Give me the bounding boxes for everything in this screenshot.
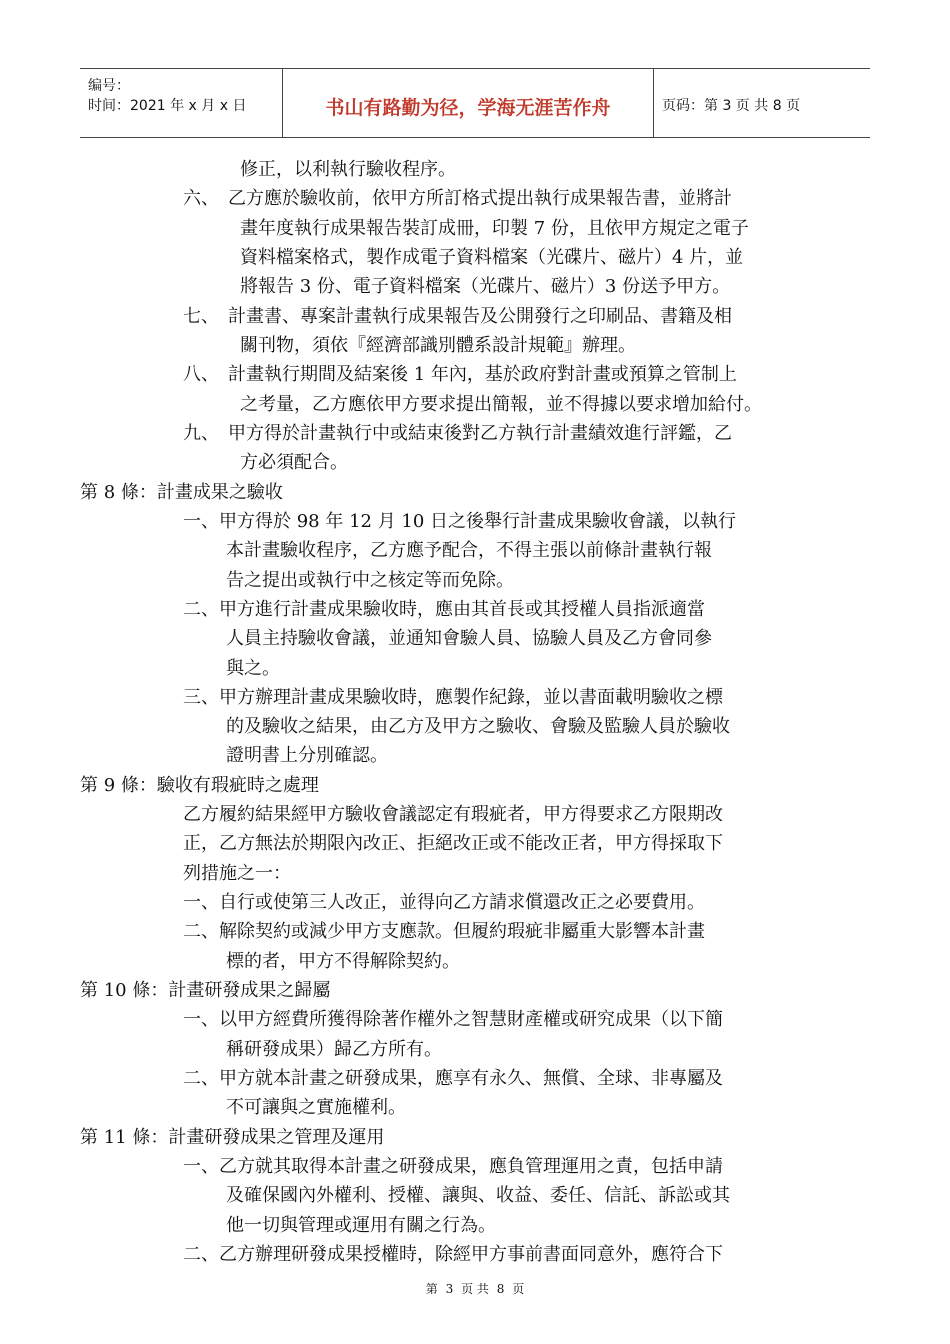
footer-mid: 页 共 [461, 1282, 489, 1296]
text-line: 七、 計畫書、專案計畫執行成果報告及公開發行之印刷品、書籍及相 [183, 306, 732, 327]
text-line: 一、自行或使第三人改正，並得向乙方請求償還改正之必要費用。 [183, 892, 705, 913]
text-line: 畫年度執行成果報告裝訂成冊，印製 7 份，且依甲方規定之電子 [240, 218, 749, 239]
text-line: 不可讓與之實施權利。 [226, 1097, 406, 1118]
text-line: 證明書上分別確認。 [226, 745, 388, 766]
text-line: 九、 甲方得於計畫執行中或結束後對乙方執行計畫績效進行評鑑，乙 [183, 423, 732, 444]
text-line: 人員主持驗收會議，並通知會驗人員、協驗人員及乙方會同參 [226, 628, 712, 649]
text-line: 二、甲方進行計畫成果驗收時，應由其首長或其授權人員指派適當 [183, 599, 705, 620]
footer-prefix: 第 [425, 1282, 438, 1296]
footer-page: 3 [445, 1282, 454, 1296]
header-left-cell [80, 69, 283, 137]
text-line: 與之。 [226, 658, 280, 679]
text-line: 六、 乙方應於驗收前，依甲方所訂格式提出執行成果報告書，並將計 [183, 188, 732, 209]
text-line: 他一切與管理或運用有關之行為。 [226, 1215, 496, 1236]
text-line: 二、甲方就本計畫之研發成果，應享有永久、無償、全球、非專屬及 [183, 1068, 723, 1089]
document-number-label: 编号： [88, 78, 130, 94]
text-line: 一、乙方就其取得本計畫之研發成果，應負管理運用之責，包括申請 [183, 1156, 723, 1177]
page-footer [0, 1280, 950, 1297]
document-time-label: 时间：2021 年 x 月 x 日 [88, 98, 247, 114]
header-page-number: 页码：第 3 页 共 8 页 [662, 98, 801, 114]
page-header [80, 68, 870, 138]
text-line: 及確保國內外權利、授權、讓與、收益、委任、信託、訴訟或其 [226, 1185, 730, 1206]
header-motto-cell [283, 69, 654, 137]
text-line: 標的者，甲方不得解除契約。 [226, 951, 460, 972]
text-line: 一、以甲方經費所獲得除著作權外之智慧財產權或研究成果（以下簡 [183, 1009, 723, 1030]
text-line: 方必須配合。 [240, 452, 348, 473]
text-line: 修正，以利執行驗收程序。 [240, 159, 456, 180]
article-heading: 第 11 條：計畫研發成果之管理及運用 [80, 1127, 385, 1148]
text-line: 本計畫驗收程序，乙方應予配合，不得主張以前條計畫執行報 [226, 540, 712, 561]
text-line: 之考量，乙方應依甲方要求提出簡報，並不得據以要求增加給付。 [240, 394, 762, 415]
text-line: 列措施之一： [183, 863, 291, 884]
article-heading: 第 10 條：計畫研發成果之歸屬 [80, 980, 331, 1001]
text-line: 二、乙方辦理研發成果授權時，除經甲方事前書面同意外，應符合下 [183, 1244, 723, 1265]
text-line: 將報告 3 份、電子資料檔案（光碟片、磁片）3 份送予甲方。 [240, 276, 731, 297]
article-heading: 第 8 條：計畫成果之驗收 [80, 482, 283, 503]
text-line: 的及驗收之結果，由乙方及甲方之驗收、會驗及監驗人員於驗收 [226, 716, 730, 737]
text-line: 三、甲方辦理計畫成果驗收時，應製作紀錄，並以書面載明驗收之標 [183, 687, 723, 708]
text-line: 乙方履約結果經甲方驗收會議認定有瑕疵者，甲方得要求乙方限期改 [183, 804, 723, 825]
text-line: 關刊物，須依『經濟部識別體系設計規範』辦理。 [240, 335, 636, 356]
header-page-cell [654, 69, 870, 137]
text-line: 二、解除契約或減少甲方支應款。但履約瑕疵非屬重大影響本計畫 [183, 921, 705, 942]
text-line: 告之提出或執行中之核定等而免除。 [226, 570, 514, 591]
article-heading: 第 9 條：驗收有瑕疵時之處理 [80, 775, 319, 796]
footer-suffix: 页 [512, 1282, 525, 1296]
footer-total: 8 [496, 1282, 505, 1296]
text-line: 正，乙方無法於期限內改正、拒絕改正或不能改正者，甲方得採取下 [183, 833, 723, 854]
text-line: 一、甲方得於 98 年 12 月 10 日之後舉行計畫成果驗收會議，以執行 [183, 511, 737, 532]
text-line: 稱研發成果）歸乙方所有。 [226, 1039, 442, 1060]
text-line: 八、 計畫執行期間及結案後 1 年內，基於政府對計畫或預算之管制上 [183, 364, 737, 385]
text-line: 資料檔案格式，製作成電子資料檔案（光碟片、磁片）4 片，並 [240, 247, 744, 268]
header-motto: 书山有路勤为径，学海无涯苦作舟 [325, 97, 611, 119]
